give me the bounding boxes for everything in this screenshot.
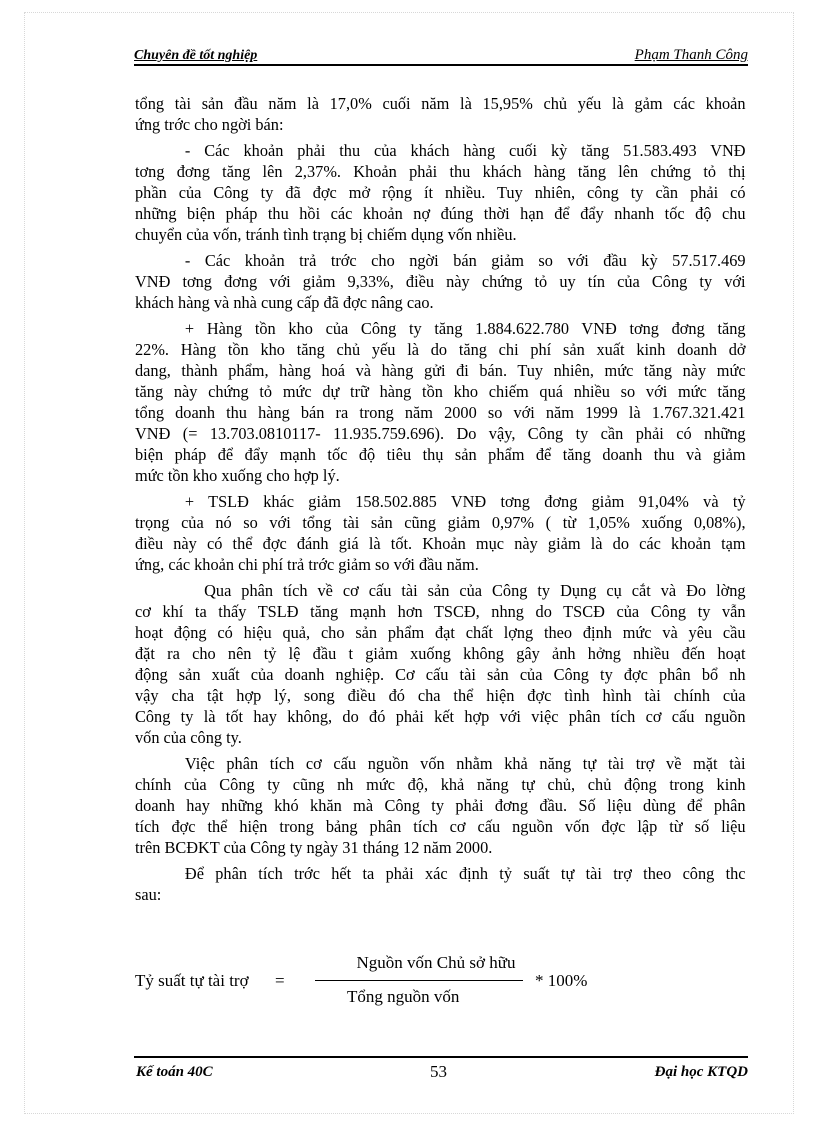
text-line: tích đợc thể hiện trong bảng phân tích cơ cấu nguồn vốn đợc lập từ số liệu — [135, 817, 746, 836]
page-number: 53 — [430, 1062, 447, 1081]
text-line: điều này có thể đợc đánh giá là tốt. Khoản mục này giảm là do các khoản tạm — [135, 534, 746, 553]
paragraph — [135, 318, 746, 486]
formula-equals: = — [275, 971, 285, 990]
paragraph — [135, 491, 746, 575]
text-line: Để phân tích trớc hết ta phải xác định tỷ suất tự tài trợ theo công thc — [184, 864, 746, 883]
text-line: Qua phân tích về cơ cấu tài sản của Công ty Dụng cụ cắt và Đo lờng — [204, 581, 746, 600]
text-line: ứng trớc cho ngời bán: — [135, 115, 284, 134]
text-line: tơng đơng tăng lên 2,37%. Khoản phải thu khách hàng tăng lên chứng tỏ thị — [135, 162, 746, 181]
footer-class: Kế toán 40C — [136, 1064, 213, 1080]
text-line: những biện pháp thu hồi các khoản nợ đúng thời hạn để đẩy nhanh tốc độ chu — [135, 204, 746, 223]
text-line: trên BCĐKT của Công ty ngày 31 tháng 12 năm 2000. — [135, 838, 493, 857]
text-line: trọng của nó so với tổng tài sản cũng giảm 0,97% ( từ 1,05% xuống 0,08%), — [135, 513, 746, 532]
text-line: sau: — [135, 885, 162, 904]
footer-university: Đại học KTQD — [654, 1064, 748, 1080]
text-line: tăng này chứng tỏ mức dự trữ hàng tồn kho chiếm quá nhiều so với mức tăng — [135, 382, 746, 401]
header-author: Phạm Thanh Công — [634, 47, 748, 63]
paragraph — [135, 250, 746, 313]
formula-multiplier: * 100% — [535, 971, 588, 990]
text-line: khách hàng và nhà cung cấp đã đợc nâng cao. — [135, 293, 434, 312]
paragraph — [135, 753, 746, 858]
text-line: + Hàng tồn kho của Công ty tăng 1.884.622.780 VNĐ tơng đơng tăng — [184, 319, 746, 338]
paragraph — [135, 93, 746, 135]
formula-numerator: Nguồn vốn Chủ sở hữu — [356, 953, 516, 972]
text-line: Công ty là tốt hay không, do đó phải kết hợp với việc phân tích cơ cấu nguồn — [135, 707, 746, 726]
page-footer — [134, 1056, 748, 1081]
text-line: vậy cha tật hợp lý, song điều đó cha thể hiện đợc tình hình tài chính của — [135, 686, 746, 705]
fraction-bar — [315, 980, 523, 981]
text-line: ứng, các khoản chi phí trả trớc giảm so với đầu năm. — [135, 555, 479, 574]
text-line: doanh hay những khó khăn mà Công ty phải đơng đầu. Số liệu dùng để phân — [135, 796, 746, 815]
text-line: 22%. Hàng tồn kho tăng chủ yếu là do tăng chi phí sản xuất kinh doanh dở — [135, 340, 746, 359]
text-line: Việc phân tích cơ cấu nguồn vốn nhằm khả năng tự tài trợ về mặt tài — [184, 754, 746, 773]
text-line: + TSLĐ khác giảm 158.502.885 VNĐ tơng đơng giảm 91,04% và tỷ — [184, 492, 746, 511]
text-line: đặt ra cho nên tỷ lệ đầu t giảm xuống không gây ảnh hởng nhiều đến hoạt — [135, 644, 746, 663]
text-line: hoạt động có hiệu quả, cho sản phẩm đạt chất lợng theo định mức và yêu cầu — [135, 623, 746, 642]
text-line: cơ khí ta thấy TSLĐ tăng mạnh hơn TSCĐ, nhng do TSCĐ của Công ty vẫn — [135, 602, 746, 621]
formula-lhs: Tỷ suất tự tài trợ — [135, 971, 249, 990]
text-line: động sản xuất của doanh nghiệp. Cơ cấu tài sản của Công ty đợc phân bổ nh — [135, 665, 746, 684]
text-line: phần của Công ty đã đợc mở rộng ít nhiều. Tuy nhiên, công ty cần phải có — [135, 183, 746, 202]
document-body — [135, 93, 746, 910]
text-line: chính của Công ty cũng nh mức độ, khả năng tự chủ, chủ động trong kinh — [135, 775, 746, 794]
text-line: biện pháp để đẩy mạnh tốc độ tiêu thụ sản phẩm để tăng doanh thu và giảm — [135, 445, 746, 464]
text-line: vốn của công ty. — [135, 728, 242, 747]
formula-denominator: Tổng nguồn vốn — [347, 987, 460, 1006]
text-line: tổng doanh thu hàng bán ra trong năm 2000 so với năm 1999 là 1.767.321.421 — [135, 403, 746, 422]
paragraph — [135, 863, 746, 905]
text-line: - Các khoản trả trớc cho ngời bán giảm so với đầu kỳ 57.517.469 — [184, 251, 746, 270]
formula — [135, 955, 745, 1009]
text-line: chuyển của vốn, tránh tình trạng bị chiếm dụng vốn nhiều. — [135, 225, 517, 244]
text-line: - Các khoản phải thu của khách hàng cuối kỳ tăng 51.583.493 VNĐ — [184, 141, 746, 160]
page-header — [134, 46, 748, 66]
header-title: Chuyên đề tốt nghiệp — [134, 48, 258, 63]
text-line: mức tồn kho xuống cho hợp lý. — [135, 466, 340, 485]
paragraph — [135, 580, 746, 748]
text-line: tổng tài sản đầu năm là 17,0% cuối năm là 15,95% chủ yếu là gảm các khoản — [135, 94, 746, 113]
text-line: VNĐ tơng đơng với giảm 9,33%, điều này chứng tỏ uy tín của Công ty với — [135, 272, 746, 291]
text-line: dang, thành phẩm, hàng hoá và hàng gửi đi bán. Tuy nhiên, mức tăng này mức — [135, 361, 746, 380]
paragraph — [135, 140, 746, 245]
text-line: VNĐ (= 13.703.0810117- 11.935.759.696). Do vậy, Công ty cần phải có những — [135, 424, 746, 443]
